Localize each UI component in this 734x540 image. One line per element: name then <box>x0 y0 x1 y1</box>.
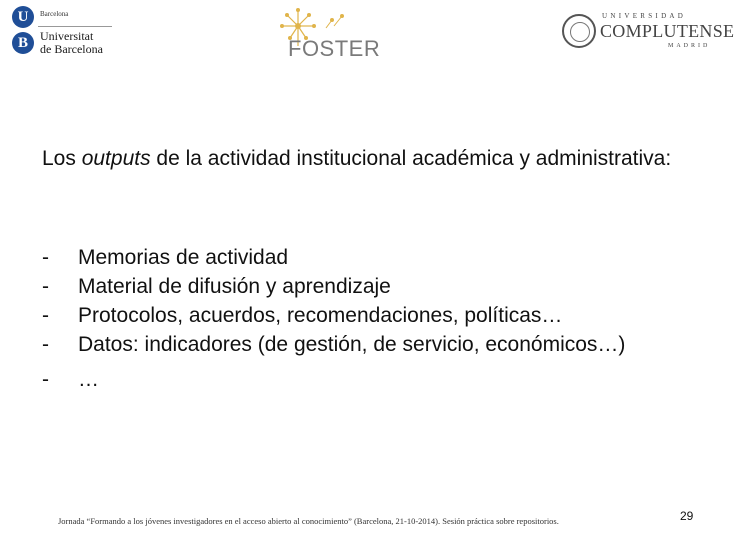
bullet-text: Datos: indicadores (de gestión, de servicio, económicos…) <box>78 333 626 356</box>
bullet-item <box>42 365 682 394</box>
foster-logo <box>278 6 388 61</box>
foster-seeds-icon <box>324 12 346 30</box>
bullet-item <box>42 243 682 272</box>
ub-divider <box>38 26 112 27</box>
bullet-text: Memorias de actividad <box>78 246 289 269</box>
universitat-de-barcelona-logo <box>12 4 104 56</box>
universidad-complutense-logo <box>562 12 734 56</box>
bullet-dash: - <box>42 333 49 356</box>
bullet-item <box>42 272 682 301</box>
bullet-dash: - <box>42 368 49 391</box>
slide-footer: Jornada “Formando a los jóvenes investigadores en el acceso abierto al conocimiento” (Barcelona, 21-10-2014). Sesión práctica sobre repositorios. <box>58 516 559 526</box>
bullet-dash: - <box>42 275 49 298</box>
ucm-seal-icon <box>562 14 596 48</box>
ub-name-line2: de Barcelona <box>40 42 103 56</box>
heading-suffix: de la actividad institucional académica y administrativa: <box>150 147 672 170</box>
ucm-name: COMPLUTENSE <box>600 21 734 41</box>
page-number: 29 <box>680 509 694 523</box>
bullet-dash: - <box>42 246 49 269</box>
ucm-top-text: UNIVERSIDAD <box>602 12 687 20</box>
heading-emphasis: outputs <box>81 147 151 170</box>
bullet-text: … <box>78 368 99 391</box>
foster-wordmark: FOSTER <box>288 36 381 61</box>
ub-b-badge: B <box>12 32 34 54</box>
ub-tiny-text: Barcelona <box>40 10 69 18</box>
bullet-text: Protocolos, acuerdos, recomendaciones, políticas… <box>78 304 563 327</box>
heading-prefix: Los <box>42 147 82 170</box>
bullet-item <box>42 330 682 359</box>
bullet-text: Material de difusión y aprendizaje <box>78 275 391 298</box>
ub-u-badge: U <box>12 6 34 28</box>
bullet-dash: - <box>42 304 49 327</box>
ucm-city: MADRID <box>668 43 711 49</box>
ub-name-line1: Universitat <box>40 29 94 43</box>
bullet-list <box>42 243 682 394</box>
bullet-item <box>42 301 682 330</box>
slide-heading <box>42 143 682 174</box>
